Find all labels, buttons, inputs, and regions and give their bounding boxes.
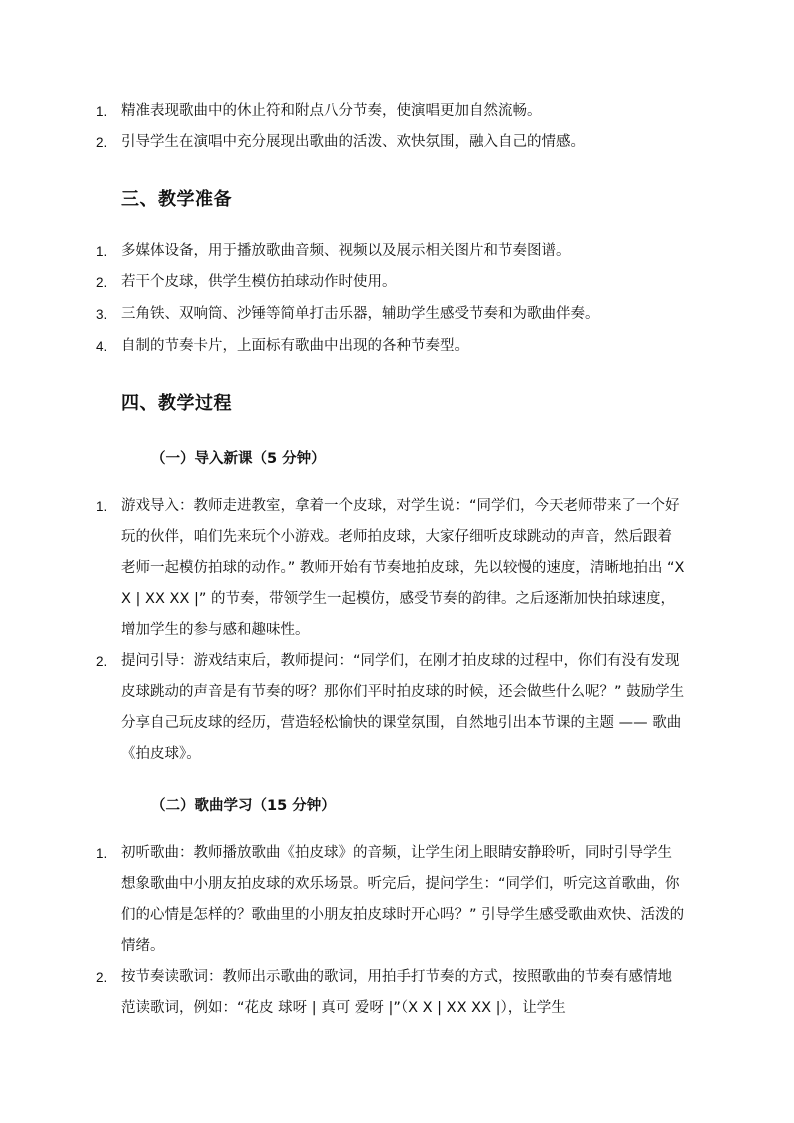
list-text: 多媒体设备，用于播放歌曲音频、视频以及展示相关图片和节奏图谱。 <box>121 243 571 259</box>
list-number: 2. <box>96 135 108 150</box>
list-text: 三角铁、双响筒、沙锤等简单打击乐器，辅助学生感受节奏和为歌曲伴奏。 <box>121 306 600 322</box>
list-item <box>96 236 686 267</box>
subsection-heading-song-learning: （二）歌曲学习（15 分钟） <box>151 798 336 814</box>
section-heading-process: 四、教学过程 <box>121 393 232 414</box>
section-heading-preparation: 三、教学准备 <box>121 189 232 210</box>
list-number: 2. <box>96 275 108 290</box>
list-text: 自制的节奏卡片，上面标有歌曲中出现的各种节奏型。 <box>121 338 469 354</box>
list-text: 若干个皮球，供学生模仿拍球动作时使用。 <box>121 274 397 290</box>
list-number: 1. <box>96 499 108 514</box>
list-item <box>96 96 686 127</box>
list-number: 1. <box>96 104 108 119</box>
list-text: 精准表现歌曲中的休止符和附点八分节奏，使演唱更加自然流畅。 <box>121 103 542 119</box>
list-item <box>96 962 686 1024</box>
list-number: 3. <box>96 307 108 322</box>
list-item <box>96 331 686 362</box>
list-number: 4. <box>96 339 108 354</box>
list-text: 引导学生在演唱中充分展现出歌曲的活泼、欢快氛围，融入自己的情感。 <box>121 134 585 150</box>
list-item <box>96 267 686 298</box>
list-text: 提问引导：游戏结束后，教师提问：“同学们，在刚才拍皮球的过程中，你们有没有发现皮球跳动的声音是有节奏的呀？那你们平时拍皮球的时候，还会做些什么呢？” 鼓励学生分享自己玩皮球的经历，营造轻松愉快的课堂氛围，自然地引出本节课的主题 —— 歌曲《拍皮球》。 <box>121 653 685 762</box>
subsection-heading-intro: （一）导入新课（5 分钟） <box>151 451 326 467</box>
list-item <box>96 646 686 770</box>
list-item <box>96 127 686 158</box>
list-text: 初听歌曲：教师播放歌曲《拍皮球》的音频，让学生闭上眼睛安静聆听，同时引导学生想象歌曲中小朋友拍皮球的欢乐场景。听完后，提问学生：“同学们，听完这首歌曲，你们的心情是怎样的？歌曲里的小朋友拍皮球时开心吗？” 引导学生感受歌曲欢快、活泼的情绪。 <box>121 845 685 954</box>
list-number: 2. <box>96 654 108 669</box>
list-number: 1. <box>96 244 108 259</box>
list-number: 1. <box>96 846 108 861</box>
list-item <box>96 838 686 962</box>
list-item <box>96 491 686 646</box>
list-number: 2. <box>96 970 108 985</box>
list-text: 按节奏读歌词：教师出示歌曲的歌词，用拍手打节奏的方式，按照歌曲的节奏有感情地范读歌词，例如：“花皮 球呀 | 真可 爱呀 |”（X X | XX XX |），让学生 <box>121 969 672 1016</box>
list-text: 游戏导入：教师走进教室，拿着一个皮球，对学生说：“同学们，今天老师带来了一个好玩的伙伴，咱们先来玩个小游戏。老师拍皮球，大家仔细听皮球跳动的声音，然后跟着老师一起模仿拍球的动作。” 教师开始有节奏地拍皮球，先以较慢的速度，清晰地拍出 “X X | XX XX |” 的节奏，带领学生一起模仿，感受节奏的韵律。之后逐渐加快拍球速度，增加学生的参与感和趣味性。 <box>121 498 685 638</box>
list-item <box>96 299 686 330</box>
